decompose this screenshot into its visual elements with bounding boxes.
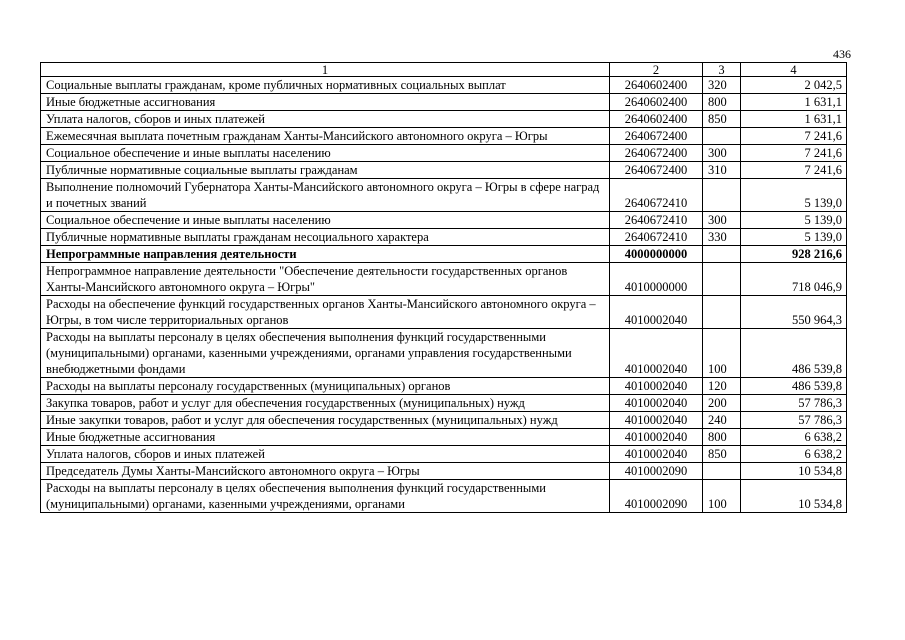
row-code-cell: 4010002090: [610, 480, 703, 513]
row-kind-cell: 800: [703, 94, 741, 111]
column-header-name: 1: [41, 63, 610, 77]
row-code-cell: 2640672400: [610, 162, 703, 179]
row-code-cell: 4010002040: [610, 329, 703, 378]
table-row: [41, 412, 847, 429]
row-name-cell: Расходы на выплаты персоналу в целях обеспечения выполнения функций государственными (муниципальными) органами, казенными учреждениями, органами управления государственными внебюджетными фондами: [41, 329, 610, 378]
row-name-cell: Социальное обеспечение и иные выплаты населению: [41, 212, 610, 229]
row-name-cell: Иные бюджетные ассигнования: [41, 429, 610, 446]
row-name-cell: Расходы на выплаты персоналу государственных (муниципальных) органов: [41, 378, 610, 395]
row-name-cell: Закупка товаров, работ и услуг для обеспечения государственных (муниципальных) нужд: [41, 395, 610, 412]
column-header-kind: 3: [703, 63, 741, 77]
row-amount-cell: 1 631,1: [741, 94, 847, 111]
row-code-cell: 4000000000: [610, 246, 703, 263]
row-amount-cell: 5 139,0: [741, 212, 847, 229]
row-kind-cell: [703, 463, 741, 480]
table-header-row: [41, 63, 847, 77]
row-amount-cell: 7 241,6: [741, 145, 847, 162]
row-name-cell: Социальные выплаты гражданам, кроме публичных нормативных социальных выплат: [41, 77, 610, 94]
row-kind-cell: 200: [703, 395, 741, 412]
row-amount-cell: 57 786,3: [741, 412, 847, 429]
row-name-cell: Публичные нормативные социальные выплаты гражданам: [41, 162, 610, 179]
row-amount-cell: 1 631,1: [741, 111, 847, 128]
row-amount-cell: 10 534,8: [741, 480, 847, 513]
table-row: [41, 94, 847, 111]
row-name-cell: Расходы на выплаты персоналу в целях обеспечения выполнения функций государственными (муниципальными) органами, казенными учреждениями, органами: [41, 480, 610, 513]
table-row: [41, 429, 847, 446]
row-amount-cell: 10 534,8: [741, 463, 847, 480]
table-row: [41, 446, 847, 463]
row-amount-cell: 6 638,2: [741, 446, 847, 463]
row-code-cell: 4010000000: [610, 263, 703, 296]
row-code-cell: 4010002040: [610, 395, 703, 412]
row-name-cell: Расходы на обеспечение функций государственных органов Ханты-Мансийского автономного округа – Югры, в том числе территориальных органов: [41, 296, 610, 329]
row-code-cell: 4010002040: [610, 412, 703, 429]
row-kind-cell: 800: [703, 429, 741, 446]
table-row: [41, 395, 847, 412]
row-amount-cell: 550 964,3: [741, 296, 847, 329]
row-amount-cell: 486 539,8: [741, 378, 847, 395]
row-name-cell: Председатель Думы Ханты-Мансийского автономного округа – Югры: [41, 463, 610, 480]
table-row: [41, 162, 847, 179]
row-kind-cell: 310: [703, 162, 741, 179]
row-amount-cell: 7 241,6: [741, 128, 847, 145]
row-name-cell: Выполнение полномочий Губернатора Ханты-Мансийского автономного округа – Югры в сфере наград и почетных званий: [41, 179, 610, 212]
row-name-cell: Непрограммное направление деятельности "Обеспечение деятельности государственных органов Ханты-Мансийского автономного округа – Югры": [41, 263, 610, 296]
row-kind-cell: [703, 296, 741, 329]
row-kind-cell: [703, 246, 741, 263]
table-row: [41, 128, 847, 145]
table-row: [41, 77, 847, 94]
row-kind-cell: 330: [703, 229, 741, 246]
table-row: [41, 246, 847, 263]
row-amount-cell: 486 539,8: [741, 329, 847, 378]
row-code-cell: 2640602400: [610, 94, 703, 111]
row-amount-cell: 928 216,6: [741, 246, 847, 263]
row-kind-cell: [703, 263, 741, 296]
row-code-cell: 4010002040: [610, 429, 703, 446]
row-name-cell: Уплата налогов, сборов и иных платежей: [41, 446, 610, 463]
row-amount-cell: 2 042,5: [741, 77, 847, 94]
row-amount-cell: 6 638,2: [741, 429, 847, 446]
row-code-cell: 4010002090: [610, 463, 703, 480]
table-row: [41, 480, 847, 513]
row-code-cell: 2640672400: [610, 128, 703, 145]
page-number: 436: [833, 47, 851, 61]
row-kind-cell: [703, 179, 741, 212]
row-kind-cell: 320: [703, 77, 741, 94]
budget-table: [40, 62, 847, 513]
table-row: [41, 212, 847, 229]
row-name-cell: Иные бюджетные ассигнования: [41, 94, 610, 111]
table-row: [41, 296, 847, 329]
row-amount-cell: 5 139,0: [741, 179, 847, 212]
row-kind-cell: 850: [703, 446, 741, 463]
table-row: [41, 329, 847, 378]
row-kind-cell: 240: [703, 412, 741, 429]
row-kind-cell: 300: [703, 212, 741, 229]
row-code-cell: 2640602400: [610, 111, 703, 128]
row-kind-cell: 850: [703, 111, 741, 128]
table-row: [41, 145, 847, 162]
table-row: [41, 463, 847, 480]
row-code-cell: 2640672410: [610, 212, 703, 229]
row-kind-cell: 120: [703, 378, 741, 395]
row-amount-cell: 718 046,9: [741, 263, 847, 296]
table-row: [41, 263, 847, 296]
row-code-cell: 4010002040: [610, 446, 703, 463]
row-kind-cell: 100: [703, 329, 741, 378]
row-amount-cell: 5 139,0: [741, 229, 847, 246]
table-row: [41, 229, 847, 246]
row-name-cell: Ежемесячная выплата почетным гражданам Ханты-Мансийского автономного округа – Югры: [41, 128, 610, 145]
row-code-cell: 2640672400: [610, 145, 703, 162]
row-name-cell: Публичные нормативные выплаты гражданам несоциального характера: [41, 229, 610, 246]
row-code-cell: 2640602400: [610, 77, 703, 94]
column-header-code: 2: [610, 63, 703, 77]
row-name-cell: Непрограммные направления деятельности: [41, 246, 610, 263]
column-header-amount: 4: [741, 63, 847, 77]
row-code-cell: 2640672410: [610, 179, 703, 212]
row-name-cell: Уплата налогов, сборов и иных платежей: [41, 111, 610, 128]
row-amount-cell: 7 241,6: [741, 162, 847, 179]
row-kind-cell: 300: [703, 145, 741, 162]
row-code-cell: 2640672410: [610, 229, 703, 246]
row-amount-cell: 57 786,3: [741, 395, 847, 412]
row-code-cell: 4010002040: [610, 378, 703, 395]
row-kind-cell: [703, 128, 741, 145]
table-row: [41, 179, 847, 212]
row-code-cell: 4010002040: [610, 296, 703, 329]
table-row: [41, 111, 847, 128]
row-name-cell: Социальное обеспечение и иные выплаты населению: [41, 145, 610, 162]
table-row: [41, 378, 847, 395]
budget-table-body: [41, 63, 847, 513]
row-name-cell: Иные закупки товаров, работ и услуг для обеспечения государственных (муниципальных) нужд: [41, 412, 610, 429]
row-kind-cell: 100: [703, 480, 741, 513]
